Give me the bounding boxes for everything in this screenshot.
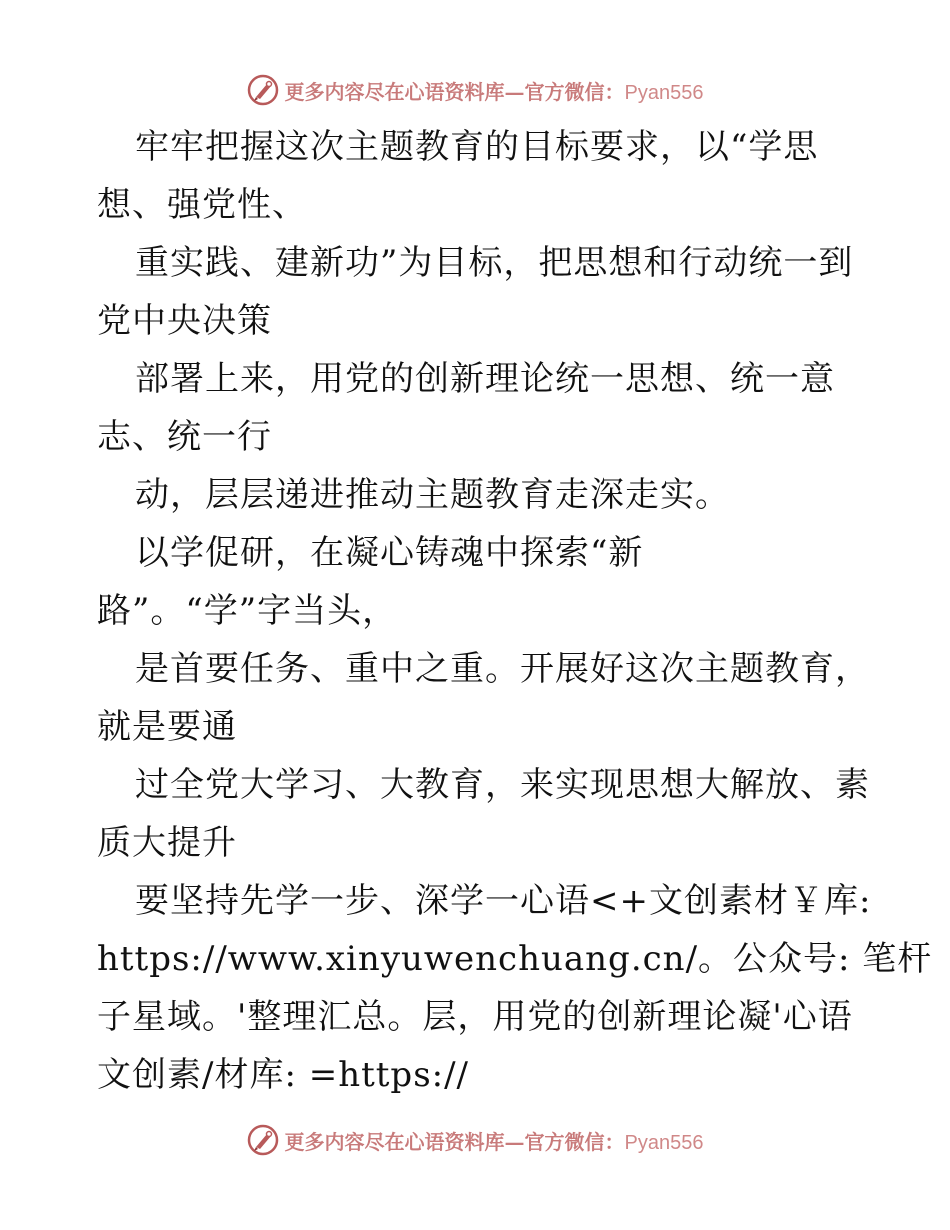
pen-logo-icon [247, 74, 279, 106]
paragraph-line: 就是要通 [97, 707, 237, 747]
paragraph-line: 路”。“学”字当头， [97, 591, 398, 631]
paragraph-line: 部署上来，用党的创新理论统一思想、统一意 [135, 359, 835, 399]
paragraph-line: 子星域。'整理汇总。层，用党的创新理论凝'心语 [97, 997, 853, 1037]
paragraph-line: 志、统一行 [97, 417, 272, 457]
paragraph-line: https://www.xinyuwenchuang.cn/。公众号: 笔杆 [97, 939, 933, 979]
paragraph-line: 过全党大学习、大教育，来实现思想大解放、素 [135, 765, 870, 805]
document-body [97, 118, 933, 1104]
header-watermark [0, 70, 950, 110]
paragraph-line: 是首要任务、重中之重。开展好这次主题教育， [135, 649, 870, 689]
paragraph-line: 以学促研，在凝心铸魂中探索“新 [135, 533, 644, 573]
paragraph-line: 质大提升 [97, 823, 237, 863]
paragraph-line: 牢牢把握这次主题教育的目标要求，以“学思 [135, 127, 819, 167]
paragraph-line: 党中央决策 [97, 301, 272, 341]
paragraph-line: 动，层层递进推动主题教育走深走实。 [135, 475, 730, 515]
paragraph-line: 文创素/材库: =https:// [97, 1055, 470, 1095]
paragraph-line: 要坚持先学一步、深学一心语<+文创素材￥库: [135, 881, 872, 921]
pen-logo-icon [247, 1124, 279, 1156]
paragraph-line: 想、强党性、 [97, 185, 307, 225]
watermark-handle: Pyan556 [624, 81, 704, 104]
watermark-handle: Pyan556 [624, 1131, 704, 1154]
paragraph-line: 重实践、建新功”为目标，把思想和行动统一到 [135, 243, 854, 283]
footer-watermark [0, 1120, 950, 1160]
watermark-text: 更多内容尽在心语资料库—官方微信：Pyan556 [284, 1129, 704, 1154]
watermark-text: 更多内容尽在心语资料库—官方微信：Pyan556 [284, 79, 704, 104]
